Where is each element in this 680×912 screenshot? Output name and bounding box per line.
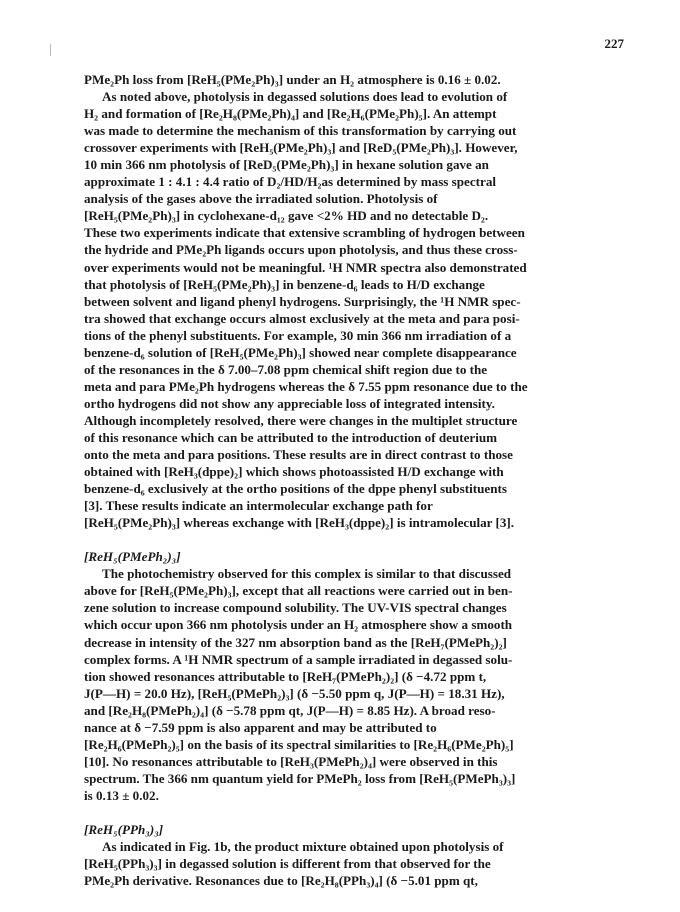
- paragraph-line: As indicated in Fig. 1b, the product mixture obtained upon photolysis of: [102, 839, 504, 855]
- paragraph-line: H₂ and formation of [Re₂H₈(PMe₂Ph)₄] and [Re₂H₆(PMe₂Ph)₅]. An attempt: [84, 106, 497, 122]
- paragraph-line: decrease in intensity of the 327 nm absorption band as the [ReH₇(PMePh₂)₂]: [84, 634, 507, 650]
- paragraph-line: and [Re₂H₈(PMePh₂)₄] (δ −5.78 ppm qt, J(P—H) = 8.85 Hz). A broad reso-: [84, 702, 496, 718]
- paragraph-line: obtained with [ReH₃(dppe)₂] which shows photoassisted H/D exchange with: [84, 464, 504, 480]
- paragraph-line: nance at δ −7.59 ppm is also apparent and may be attributed to: [84, 719, 437, 735]
- paragraph-line: above for [ReH₅(PMe₂Ph)₃], except that all reactions were carried out in ben-: [84, 583, 513, 599]
- paragraph-line: crossover experiments with [ReH₅(PMe₂Ph)₃] and [ReD₅(PMe₂Ph)₃]. However,: [84, 140, 518, 156]
- paragraph-line: benzene-d₆ exclusively at the ortho positions of the dppe phenyl substituents: [84, 481, 507, 497]
- paragraph-line: was made to determine the mechanism of this transformation by carrying out: [84, 123, 517, 139]
- paragraph-line: of the resonances in the δ 7.00–7.08 ppm chemical shift region due to the: [84, 361, 488, 377]
- paragraph-line: of this resonance which can be attributed to the introduction of deuterium: [84, 429, 498, 445]
- paragraph-line: zene solution to increase compound solubility. The UV-VIS spectral changes: [84, 600, 507, 616]
- section-gap: [84, 804, 608, 821]
- paragraph-line: over experiments would not be meaningful. ¹H NMR spectra also demonstrated: [84, 259, 527, 275]
- paragraph-line: Although incompletely resolved, there were changes in the multiplet structure: [84, 412, 518, 428]
- paragraph-line: tion showed resonances attributable to [ReH₇(PMePh₂)₂] (δ −4.72 ppm t,: [84, 668, 487, 684]
- section-heading: [ReH₅(PMePh₂)₃]: [84, 549, 181, 565]
- body-text: [84, 71, 608, 889]
- paragraph-line: onto the meta and para positions. These results are in direct contrast to those: [84, 447, 513, 463]
- paragraph-line: PMe₂Ph derivative. Resonances due to [Re₂H₈(PPh₃)₄] (δ −5.01 ppm qt,: [84, 873, 478, 889]
- paragraph-line: [ReH₅(PMe₂Ph)₃] whereas exchange with [ReH₃(dppe)₂] is intramolecular [3].: [84, 515, 515, 531]
- paragraph-line: [ReH₅(PPh₃)₃] in degassed solution is different from that observed for the: [84, 856, 491, 872]
- paragraph-line: which occur upon 366 nm photolysis under an H₂ atmosphere show a smooth: [84, 617, 513, 633]
- paragraph-line: tra showed that exchange occurs almost exclusively at the meta and para posi-: [84, 310, 520, 326]
- paragraph-line: 10 min 366 nm photolysis of [ReD₅(PMe₂Ph)₃] in hexane solution gave an: [84, 157, 489, 173]
- paragraph-line: PMe₂Ph loss from [ReH₅(PMe₂Ph)₃] under an H₂ atmosphere is 0.16 ± 0.02.: [84, 72, 501, 87]
- paragraph-line: As noted above, photolysis in degassed solutions does lead to evolution of: [102, 89, 508, 105]
- margin-mark: [50, 44, 51, 56]
- page-number: 227: [604, 36, 624, 51]
- paragraph-line: J(P—H) = 20.0 Hz), [ReH₅(PMePh₂)₃] (δ −5.50 ppm q, J(P—H) = 18.31 Hz),: [84, 685, 505, 701]
- section-heading: [ReH₅(PPh₃)₃]: [84, 821, 164, 837]
- paragraph-line: [Re₂H₆(PMePh₂)₅] on the basis of its spectral similarities to [Re₂H₆(PMe₂Ph)₅]: [84, 736, 514, 752]
- paragraph-line: approximate 1 : 4.1 : 4.4 ratio of D₂/HD/H₂as determined by mass spectral: [84, 174, 497, 190]
- paragraph-line: the hydride and PMe₂Ph ligands occurs upon photolysis, and thus these cross-: [84, 242, 518, 258]
- paragraph-line: These two experiments indicate that extensive scrambling of hydrogen between: [84, 225, 525, 241]
- paragraph-line: is 0.13 ± 0.02.: [84, 787, 159, 803]
- paragraph-line: analysis of the gases above the irradiated solution. Photolysis of: [84, 191, 438, 207]
- paragraph-line: [3]. These results indicate an intermolecular exchange path for: [84, 498, 433, 514]
- paragraph-line: spectrum. The 366 nm quantum yield for PMePh₂ loss from [ReH₅(PMePh₃)₃]: [84, 770, 516, 786]
- paragraph-line: between solvent and ligand phenyl hydrogens. Surprisingly, the ¹H NMR spec-: [84, 293, 521, 309]
- paragraph-line: ortho hydrogens did not show any appreciable loss of integrated intensity.: [84, 395, 495, 411]
- section-gap: [84, 531, 608, 548]
- paragraph-line: [ReH₅(PMe₂Ph)₃] in cyclohexane-d₁₂ gave <2% HD and no detectable D₂.: [84, 208, 489, 224]
- paragraph-line: [10]. No resonances attributable to [ReH₃(PMePh₂)₄] were observed in this: [84, 753, 498, 769]
- paragraph-line: that photolysis of [ReH₅(PMe₂Ph)₃] in benzene-d₆ leads to H/D exchange: [84, 276, 485, 292]
- paragraph-line: benzene-d₆ solution of [ReH₅(PMe₂Ph)₃] showed near complete disappearance: [84, 344, 517, 360]
- paragraph-line: tions of the phenyl substituents. For example, 30 min 366 nm irradiation of a: [84, 327, 512, 343]
- paragraph-line: The photochemistry observed for this complex is similar to that discussed: [102, 566, 512, 582]
- paragraph-line: meta and para PMe₂Ph hydrogens whereas the δ 7.55 ppm resonance due to the: [84, 378, 528, 394]
- paragraph-line: complex forms. A ¹H NMR spectrum of a sample irradiated in degassed solu-: [84, 651, 513, 667]
